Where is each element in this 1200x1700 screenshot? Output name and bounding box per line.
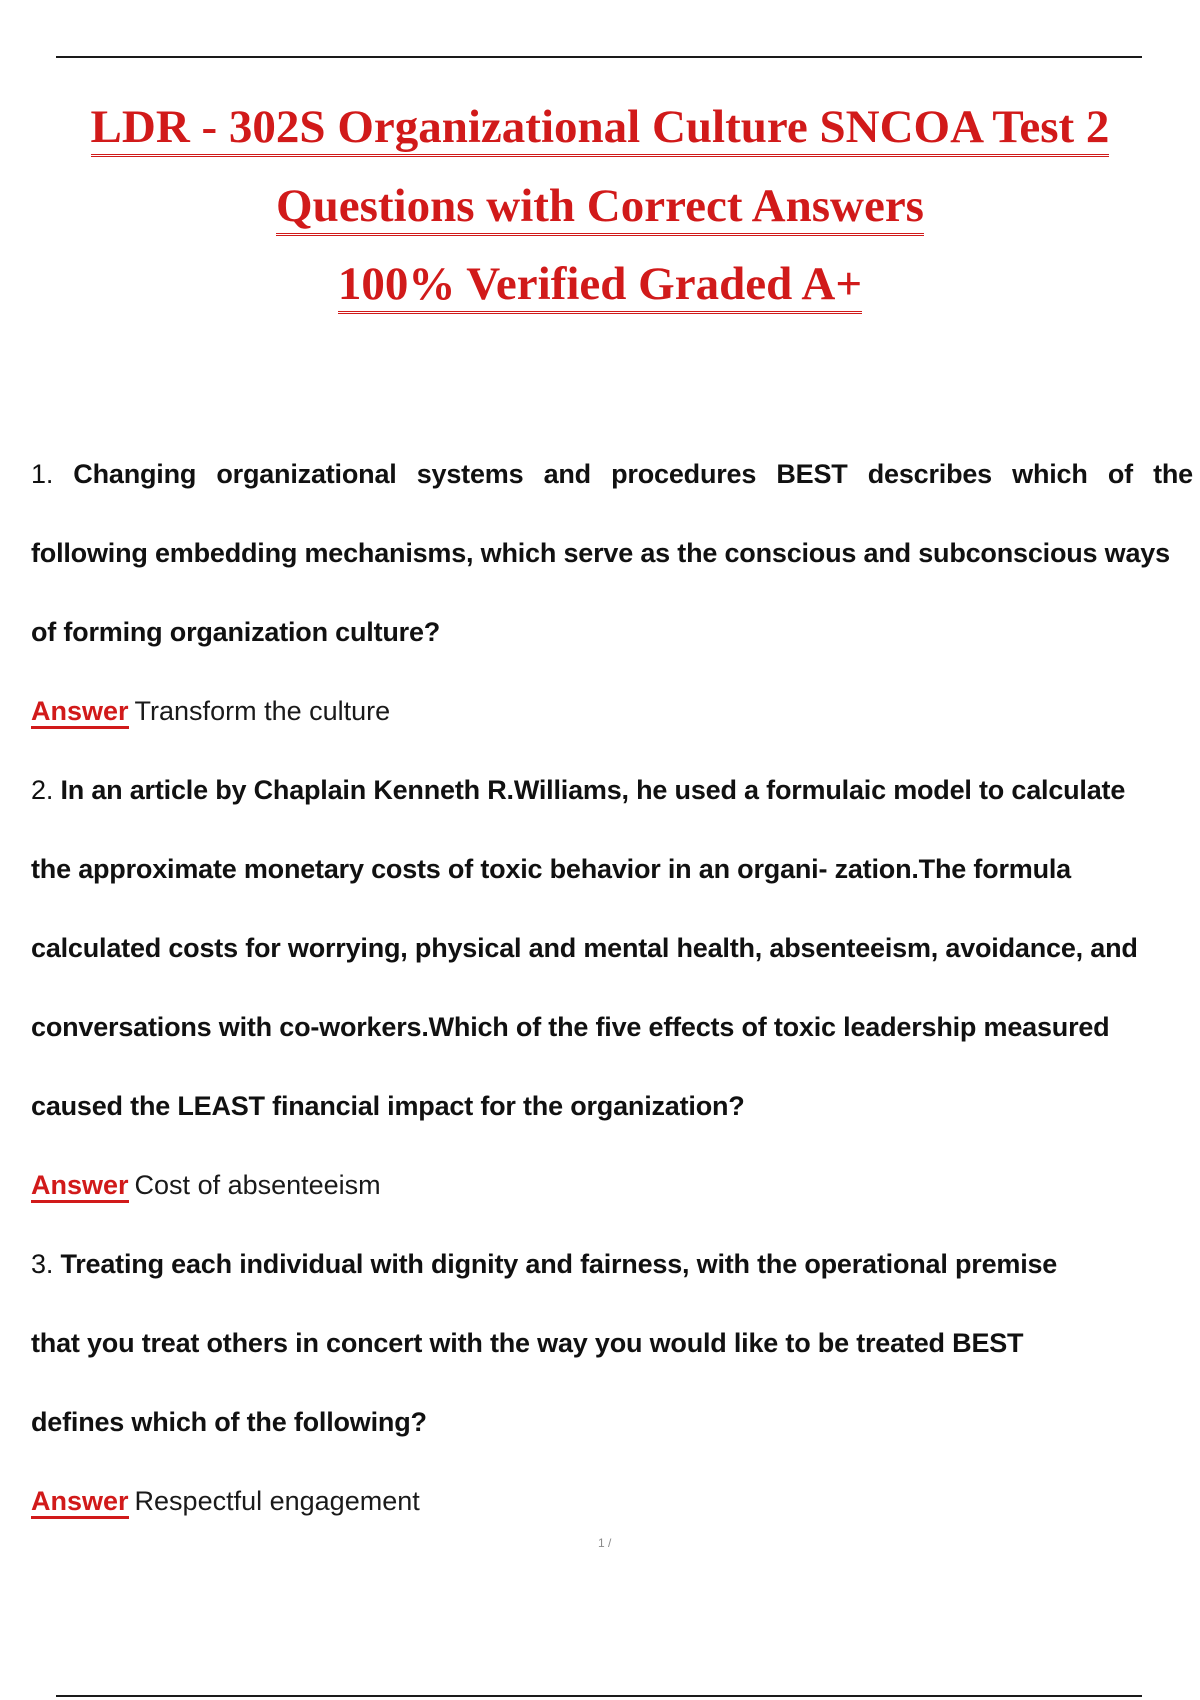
answer-text: Respectful engagement bbox=[134, 1486, 420, 1516]
answer-row bbox=[31, 685, 1193, 764]
answer-row bbox=[31, 1475, 1193, 1554]
page-number: 1 / bbox=[598, 1536, 612, 1550]
question-number: 1. bbox=[31, 459, 54, 489]
question-number: 2. bbox=[31, 775, 54, 805]
answer-text: Transform the culture bbox=[134, 696, 391, 726]
question-line: 1. Changing organizational systems and procedures BEST describes which of the bbox=[31, 459, 1193, 489]
question-line: defines which of the following? bbox=[31, 1407, 427, 1437]
question-line: following embedding mechanisms, which serve as the conscious and subconscious ways bbox=[31, 538, 1170, 568]
question-list bbox=[31, 448, 1193, 1554]
question-3 bbox=[31, 1238, 1193, 1554]
question-line: calculated costs for worrying, physical and mental health, absenteeism, avoidance, and bbox=[31, 933, 1138, 963]
question-2 bbox=[31, 764, 1193, 1238]
answer-label: Answer bbox=[31, 696, 129, 729]
top-rule bbox=[56, 56, 1142, 58]
title-line-2: Questions with Correct Answers bbox=[0, 183, 1200, 230]
question-line: 3. Treating each individual with dignity and fairness, with the operational premise bbox=[31, 1249, 1058, 1279]
answer-label: Answer bbox=[31, 1170, 129, 1203]
answer-text: Cost of absenteeism bbox=[134, 1170, 381, 1200]
title-line-1: LDR - 302S Organizational Culture SNCOA Test 2 bbox=[0, 104, 1200, 151]
question-number: 3. bbox=[31, 1249, 54, 1279]
question-1 bbox=[31, 448, 1193, 764]
title-line-3: 100% Verified Graded A+ bbox=[0, 261, 1200, 308]
question-line: that you treat others in concert with the way you would like to be treated BEST bbox=[31, 1328, 1024, 1358]
question-line: the approximate monetary costs of toxic behavior in an organi- zation.The formula bbox=[31, 854, 1071, 884]
question-line: of forming organization culture? bbox=[31, 617, 441, 647]
question-line: conversations with co-workers.Which of the five effects of toxic leadership measured bbox=[31, 1012, 1110, 1042]
document-title bbox=[0, 101, 1200, 310]
question-line: caused the LEAST financial impact for the organization? bbox=[31, 1091, 745, 1121]
bottom-rule bbox=[56, 1695, 1142, 1697]
answer-row bbox=[31, 1159, 1193, 1238]
question-line: 2. In an article by Chaplain Kenneth R.Williams, he used a formulaic model to calculate bbox=[31, 775, 1126, 805]
answer-label: Answer bbox=[31, 1486, 129, 1519]
